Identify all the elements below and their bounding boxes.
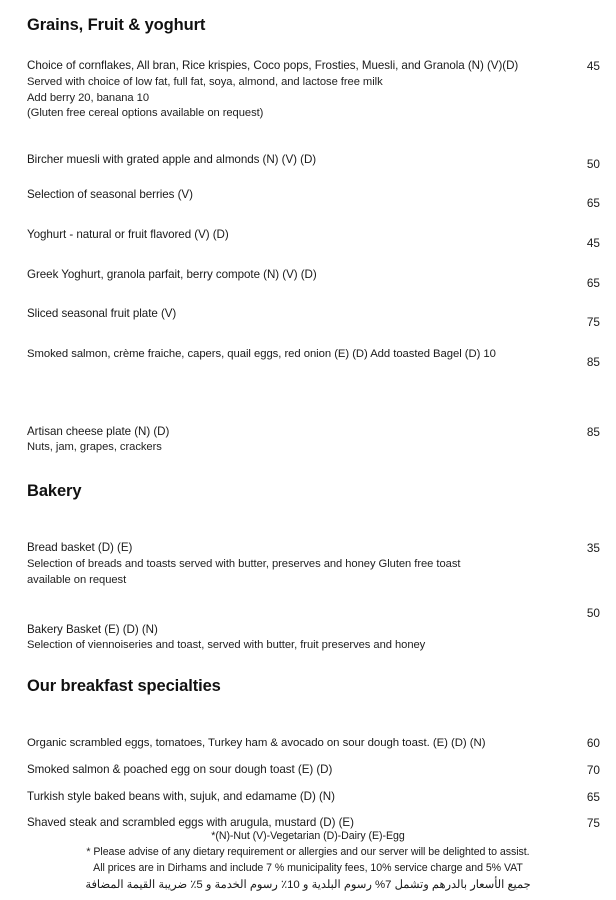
menu-item-body bbox=[27, 267, 550, 283]
section-bakery bbox=[27, 482, 600, 654]
menu-item-row bbox=[27, 424, 600, 456]
menu-item-row bbox=[27, 789, 600, 806]
menu-item-row bbox=[27, 306, 600, 331]
menu-item-price: 85 bbox=[586, 424, 600, 439]
menu-item-body bbox=[27, 735, 550, 751]
menu-item-body bbox=[27, 789, 550, 805]
menu-item-row bbox=[27, 762, 600, 779]
menu-item-name: Artisan cheese plate (N) (D) bbox=[27, 424, 170, 438]
menu-item-name: Turkish style baked beans with, sujuk, and edamame (D) (N) bbox=[27, 789, 335, 803]
menu-item-price: 65 bbox=[586, 789, 600, 804]
menu-item-price: 50 bbox=[586, 605, 600, 620]
menu-item-row bbox=[27, 152, 600, 173]
menu-item-description-line: (Gluten free cereal options available on request) bbox=[27, 107, 264, 120]
section-our-breakfast-specialties bbox=[27, 677, 600, 832]
menu-item-name: Greek Yoghurt, granola parfait, berry compote (N) (V) (D) bbox=[27, 267, 317, 281]
menu-item-row bbox=[27, 227, 600, 252]
menu-item-price: 70 bbox=[586, 762, 600, 777]
menu-item-name: Sliced seasonal fruit plate (V) bbox=[27, 307, 177, 321]
menu-item-name: Organic scrambled eggs, tomatoes, Turkey ham & avocado on sour dough toast. (E) (D) (N) bbox=[27, 737, 486, 750]
menu-item-description-line: Add berry 20, banana 10 bbox=[27, 91, 150, 104]
menu-item-row bbox=[27, 540, 600, 588]
menu-item-name: Bircher muesli with grated apple and almonds (N) (V) (D) bbox=[27, 153, 317, 167]
menu-item-name: Selection of seasonal berries (V) bbox=[27, 188, 193, 202]
menu-item-price: 35 bbox=[586, 541, 600, 556]
menu-item-body bbox=[27, 58, 550, 122]
menu-item-body bbox=[27, 540, 550, 588]
menu-item-name: Smoked salmon & poached egg on sour dough toast (E) (D) bbox=[27, 762, 333, 776]
menu-item-name: Smoked salmon, crème fraiche, capers, quail eggs, red onion (E) (D) Add toasted Bagel (D) 10 bbox=[27, 348, 496, 361]
menu-item-name: Bread basket (D) (E) bbox=[27, 541, 133, 555]
menu-item-price: 85 bbox=[586, 355, 600, 370]
menu-footer bbox=[0, 829, 616, 894]
menu-item-body bbox=[27, 152, 550, 168]
menu-item-body bbox=[27, 306, 550, 322]
allergen-legend: *(N)-Nut (V)-Vegetarian (D)-Dairy (E)-Egg bbox=[211, 830, 405, 843]
section-title: Our breakfast specialties bbox=[27, 676, 221, 695]
menu-item-description-line: available on request bbox=[27, 573, 127, 586]
menu-item-name: Bakery Basket (E) (D) (N) bbox=[27, 622, 158, 636]
menu-item-price: 75 bbox=[586, 315, 600, 330]
menu-item-price: 65 bbox=[586, 196, 600, 211]
section-grains-fruit-yoghurt bbox=[27, 0, 600, 456]
menu-item-description-line: Served with choice of low fat, full fat, soya, almond, and lactose free milk bbox=[27, 75, 383, 88]
menu-item-row bbox=[27, 187, 600, 212]
menu-item-description-line: Selection of breads and toasts served with butter, preserves and honey Gluten free toast bbox=[27, 557, 461, 570]
pricing-notice-arabic: جميع الأسعار بالدرهم وتشمل 7% رسوم البلدية و 10٪ رسوم الخدمة و 5٪ ضريبة القيمة المضافة bbox=[85, 878, 531, 891]
menu-item-price: 60 bbox=[586, 736, 600, 751]
menu-item-price: 50 bbox=[586, 157, 600, 172]
menu-item-body bbox=[27, 424, 550, 456]
menu-item-price: 45 bbox=[586, 59, 600, 74]
menu-item-row bbox=[27, 267, 600, 292]
menu-item-row bbox=[27, 346, 600, 371]
menu-item-body bbox=[27, 346, 550, 362]
menu-item-name: Choice of cornflakes, All bran, Rice krispies, Coco pops, Frosties, Muesli, and Granola (N) (V)(D) bbox=[27, 59, 519, 73]
menu-item-description-line: Selection of viennoiseries and toast, served with butter, fruit preserves and honey bbox=[27, 639, 426, 652]
menu-item-name: Yoghurt - natural or fruit flavored (V) (D) bbox=[27, 227, 229, 241]
menu-item-body bbox=[27, 187, 550, 203]
menu-item-price: 45 bbox=[586, 235, 600, 250]
menu-item-name: Shaved steak and scrambled eggs with arugula, mustard (D) (E) bbox=[27, 816, 354, 830]
pricing-notice-english: All prices are in Dirhams and include 7 % municipality fees, 10% service charge and 5% VAT bbox=[93, 862, 523, 874]
menu-item-body bbox=[27, 762, 550, 778]
menu-item-row bbox=[27, 58, 600, 122]
section-title: Grains, Fruit & yoghurt bbox=[27, 16, 206, 34]
menu-item-description-line: Nuts, jam, grapes, crackers bbox=[27, 441, 162, 454]
menu-item-row bbox=[27, 735, 600, 752]
menu-item-body bbox=[27, 227, 550, 243]
menu-item-price: 65 bbox=[586, 275, 600, 290]
menu-item-price: 75 bbox=[586, 816, 600, 831]
allergy-notice: * Please advise of any dietary requirement or allergies and our server will be delighted to assist. bbox=[86, 846, 530, 859]
menu-item-row bbox=[27, 605, 600, 654]
section-title: Bakery bbox=[27, 482, 82, 501]
menu-item-body bbox=[27, 622, 550, 654]
